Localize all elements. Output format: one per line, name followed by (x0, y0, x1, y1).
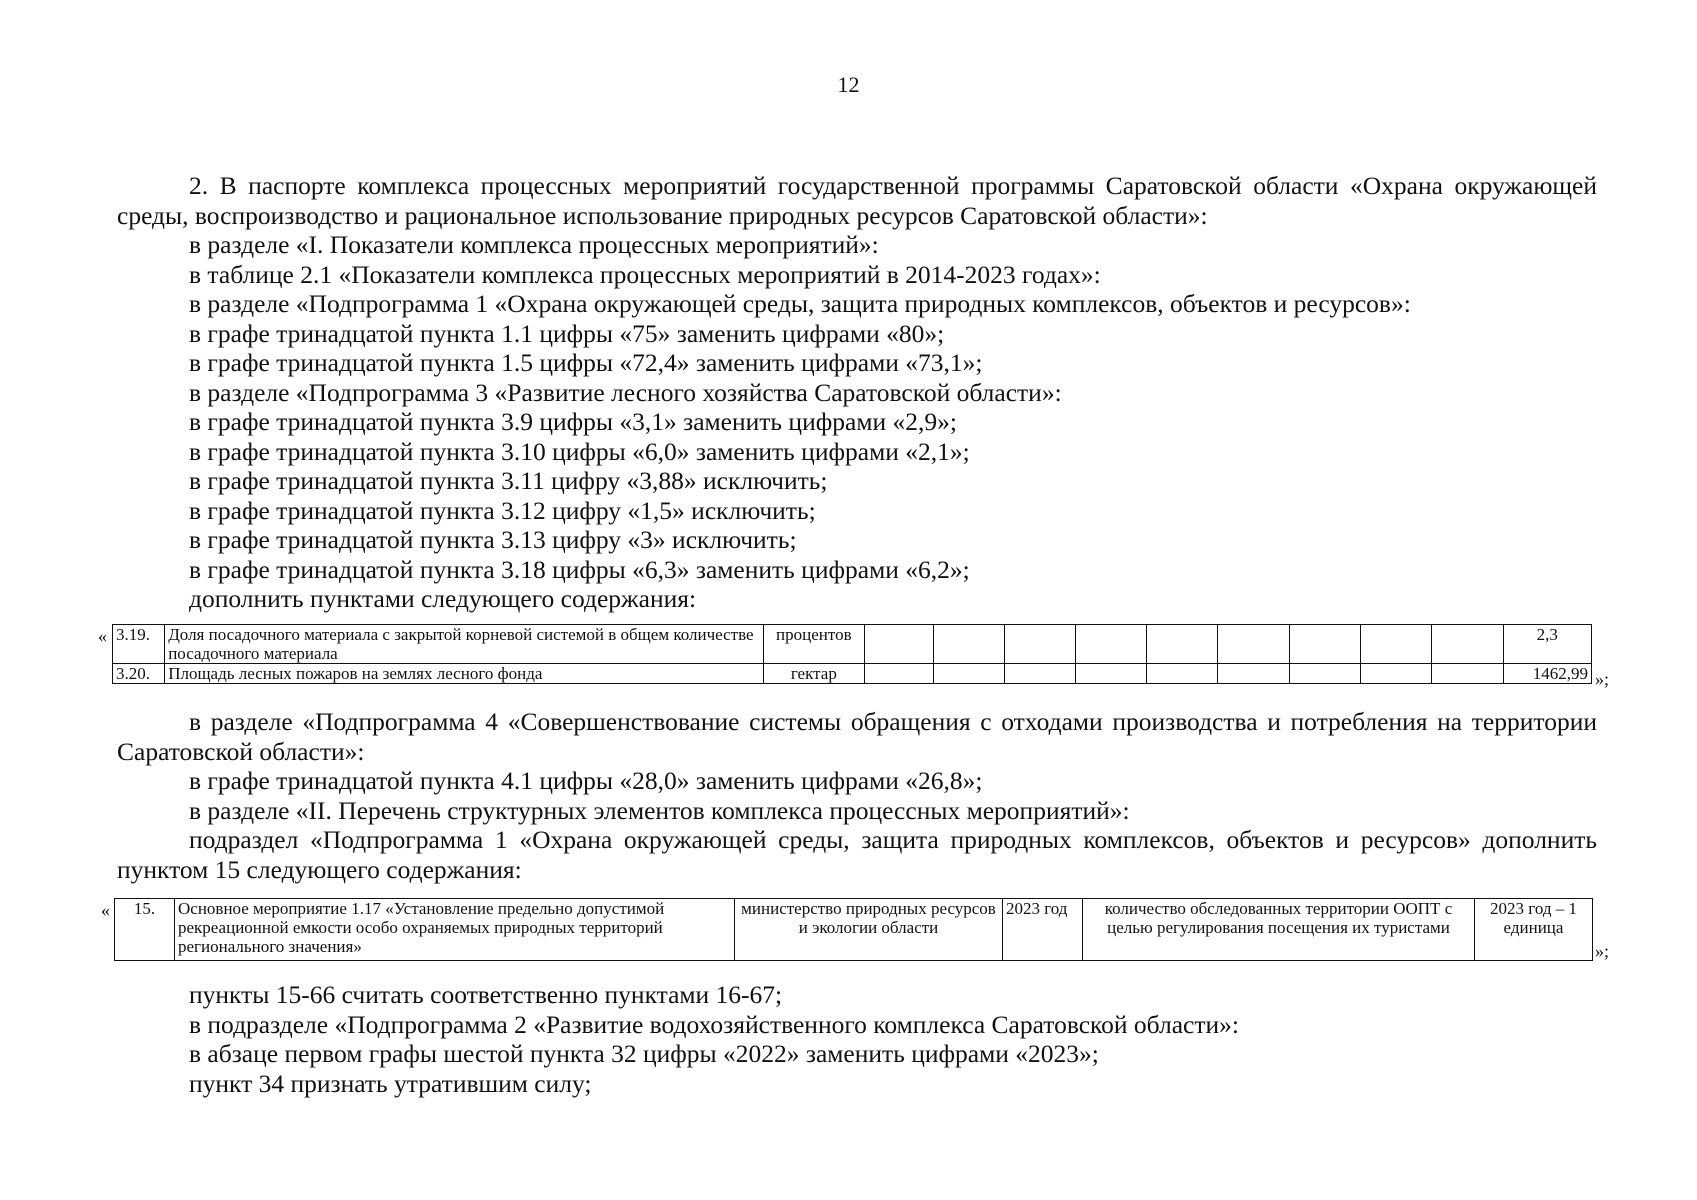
result: 2023 год – 1 единица (1475, 899, 1593, 961)
indicator-name: Доля посадочного материала с закрытой корневой системой в общем количестве посадочного материала (165, 625, 763, 664)
period: 2023 год (1003, 899, 1083, 961)
empty-cell (1360, 625, 1431, 664)
intro-paragraph: 2. В паспорте комплекса процессных мероприятий государственной программы Саратовской области «Охрана окружающей среды, воспроизводство и рациональное использование природных ресурсов Саратовской области»: (117, 171, 1597, 230)
event-name: Основное мероприятие 1.17 «Установление предельно допустимой рекреационной емкости особо охраняемых природных территорий регионального значения» (175, 899, 735, 961)
unit: процентов (763, 625, 864, 664)
empty-cell (1218, 664, 1289, 684)
middle-block (117, 707, 1597, 884)
intro-line: дополнить пунктами следующего содержания: (189, 584, 697, 613)
indicator-name: Площадь лесных пожаров на землях лесного фонда (165, 664, 763, 684)
empty-cell (1004, 625, 1075, 664)
executor: министерство природных ресурсов и экологии области (735, 899, 1003, 961)
empty-cell (1432, 664, 1503, 684)
value-2023: 1462,99 (1503, 664, 1591, 684)
empty-cell (1147, 625, 1218, 664)
intro-line: в графе тринадцатой пункта 1.1 цифры «75» заменить цифрами «80»; (189, 318, 945, 348)
empty-cell (865, 664, 934, 684)
middle-paragraph: подраздел «Подпрограмма 1 «Охрана окружающей среды, защита природных комплексов, объектов и ресурсов» дополнить пунктом 15 следующего содержания: (117, 825, 1597, 884)
bottom-line: пункты 15-66 считать соответственно пунктами 16-67; (189, 980, 783, 1009)
table1-open-quote: « (98, 626, 107, 646)
empty-cell (1004, 664, 1075, 684)
intro-line: в разделе «Подпрограмма 1 «Охрана окружающей среды, защита природных комплексов, объектов и ресурсов»: (189, 289, 1411, 318)
intro-line: в таблице 2.1 «Показатели комплекса процессных мероприятий в 2014-2023 годах»: (189, 259, 1101, 289)
middle-line: в графе тринадцатой пункта 4.1 цифры «28,0» заменить цифрами «26,8»; (189, 766, 983, 795)
empty-cell (1289, 625, 1360, 664)
row-number: 15. (115, 899, 175, 961)
table2-close-quote: »; (1595, 941, 1610, 961)
empty-cell (1289, 664, 1360, 684)
intro-line: в графе тринадцатой пункта 1.5 цифры «72,4» заменить цифрами «73,1»; (189, 348, 983, 377)
empty-cell (1432, 625, 1503, 664)
bottom-line: в подразделе «Подпрограмма 2 «Развитие водохозяйственного комплекса Саратовской области»: (189, 1009, 1239, 1039)
row-number: 3.20. (113, 664, 165, 684)
intro-line: в графе тринадцатой пункта 3.9 цифры «3,1» заменить цифрами «2,9»; (189, 407, 957, 436)
table-row (115, 899, 1593, 961)
bottom-line: в абзаце первом графы шестой пункта 32 цифры «2022» заменить цифрами «2023»; (189, 1039, 1099, 1068)
indicators-table (112, 624, 1592, 684)
intro-line: в разделе «I. Показатели комплекса процессных мероприятий»: (189, 230, 879, 259)
table-row (113, 664, 1592, 684)
intro-line: в графе тринадцатой пункта 3.10 цифры «6,0» заменить цифрами «2,1»; (189, 436, 970, 466)
table1-close-quote: »; (1595, 669, 1610, 689)
intro-line: в графе тринадцатой пункта 3.11 цифру «3,88» исключить; (189, 466, 828, 495)
intro-line: в графе тринадцатой пункта 3.12 цифру «1,5» исключить; (189, 495, 816, 525)
bottom-line: пункт 34 признать утратившим силу; (189, 1068, 592, 1098)
intro-block (117, 171, 1597, 614)
bottom-block (117, 980, 1597, 1098)
empty-cell (865, 625, 934, 664)
middle-paragraph: в разделе «Подпрограмма 4 «Совершенствование системы обращения с отходами производства и потребления на территории Саратовской области»: (117, 707, 1597, 766)
table2-open-quote: « (101, 900, 110, 920)
empty-cell (1147, 664, 1218, 684)
middle-line: в разделе «II. Перечень структурных элементов комплекса процессных мероприятий»: (189, 795, 1130, 825)
empty-cell (1360, 664, 1431, 684)
value-2023: 2,3 (1503, 625, 1591, 664)
empty-cell (934, 625, 1004, 664)
page-number: 12 (837, 72, 860, 97)
row-number: 3.19. (113, 625, 165, 664)
intro-line: в разделе «Подпрограмма 3 «Развитие лесного хозяйства Саратовской области»: (189, 377, 1062, 407)
indicator: количество обследованных территории ООПТ с целью регулирования посещения их туристами (1083, 899, 1475, 961)
empty-cell (1075, 625, 1146, 664)
empty-cell (934, 664, 1004, 684)
empty-cell (1218, 625, 1289, 664)
intro-line: в графе тринадцатой пункта 3.18 цифры «6,3» заменить цифрами «6,2»; (189, 554, 970, 584)
empty-cell (1075, 664, 1146, 684)
intro-line: в графе тринадцатой пункта 3.13 цифру «3» исключить; (189, 525, 797, 554)
activities-table (114, 898, 1593, 961)
table-row (113, 625, 1592, 664)
unit: гектар (763, 664, 864, 684)
